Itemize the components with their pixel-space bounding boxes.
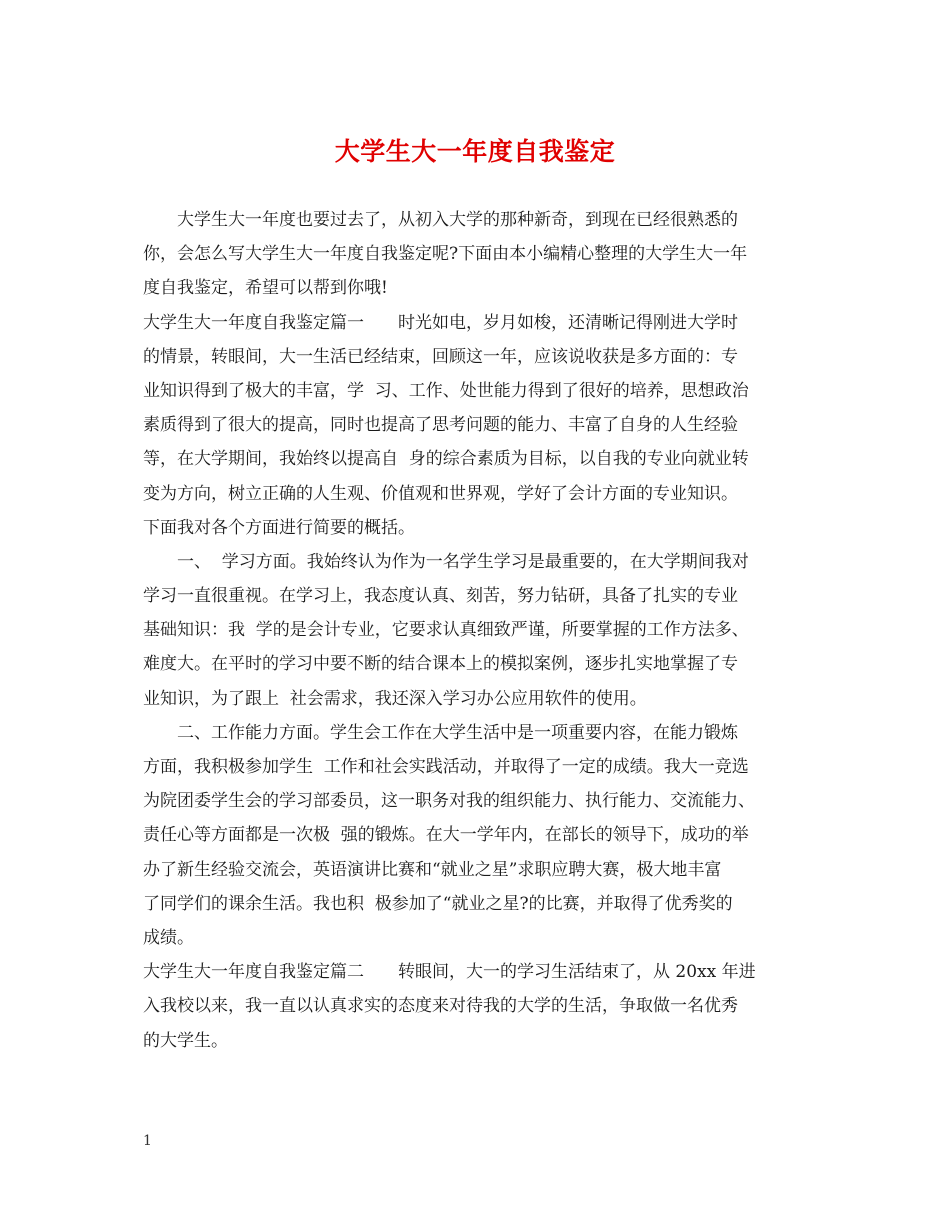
body-line: 办了新生经验交流会，英语演讲比赛和“就业之星”求职应聘大赛，极大地丰富 xyxy=(143,859,722,880)
body-line: 下面我对各个方面进行简要的概括。 xyxy=(143,517,415,538)
body-line: 等，在大学期间，我始终以提高自 身的综合素质为目标，以自我的专业向就业转 xyxy=(143,449,749,470)
body-line: 一、 学习方面。我始终认为作为一名学生学习是最重要的，在大学期间我对 xyxy=(143,551,749,572)
body-line: 二、工作能力方面。学生会工作在大学生活中是一项重要内容，在能力锻炼 xyxy=(143,722,738,743)
document-body xyxy=(143,203,823,1058)
body-line: 业知识得到了极大的丰富，学 习、工作、处世能力得到了很好的培养，思想政治 xyxy=(143,380,749,401)
body-line: 学习一直很重视。在学习上，我态度认真、刻苦，努力钻研，具备了扎实的专业 xyxy=(143,586,738,607)
body-line: 难度大。在平时的学习中要不断的结合课本上的模拟案例，逐步扎实地掌握了专 xyxy=(143,654,738,675)
body-line: 入我校以来，我一直以认真求实的态度来对待我的大学的生活，争取做一名优秀 xyxy=(143,996,738,1017)
body-line: 为院团委学生会的学习部委员，这一职务对我的组织能力、执行能力、交流能力、 xyxy=(143,791,755,812)
body-line: 你，会怎么写大学生大一年度自我鉴定呢?下面由本小编精心整理的大学生大一年 xyxy=(143,244,748,265)
body-line: 成绩。 xyxy=(143,927,194,948)
body-line: 业知识，为了跟上 社会需求，我还深入学习办公应用软件的使用。 xyxy=(143,688,647,709)
body-line: 了同学们的课余生活。我也积 极参加了“就业之星?的比赛，并取得了优秀奖的 xyxy=(143,893,733,914)
body-line: 度自我鉴定，希望可以帮到你哦! xyxy=(143,278,388,299)
document-title: 大学生大一年度自我鉴定 xyxy=(334,137,616,166)
body-line: 的大学生。 xyxy=(143,1030,228,1051)
body-line: 变为方向，树立正确的人生观、价值观和世界观，学好了会计方面的专业知识。 xyxy=(143,483,738,504)
body-line: 大学生大一年度自我鉴定篇一 时光如电，岁月如梭，还清晰记得刚进大学时 xyxy=(143,312,738,333)
page-number: 1 xyxy=(143,1133,152,1149)
body-line: 基础知识：我 学的是会计专业，它要求认真细致严谨，所要掌握的工作方法多、 xyxy=(143,620,749,641)
body-line: 方面，我积极参加学生 工作和社会实践活动，并取得了一定的成绩。我大一竞选 xyxy=(143,757,749,777)
body-line: 大学生大一年度也要过去了，从初入大学的那种新奇，到现在已经很熟悉的 xyxy=(143,210,738,230)
body-line: 的情景，转眼间，大一生活已经结束，回顾这一年，应该说收获是多方面的：专 xyxy=(143,346,738,367)
body-line: 大学生大一年度自我鉴定篇二 转眼间，大一的学习生活结束了，从 20xx 年进 xyxy=(143,962,756,983)
body-line: 素质得到了很大的提高，同时也提高了思考问题的能力、丰富了自身的人生经验 xyxy=(143,415,738,436)
body-line: 责任心等方面都是一次极 强的锻炼。在大一学年内，在部长的领导下，成功的举 xyxy=(143,825,749,846)
